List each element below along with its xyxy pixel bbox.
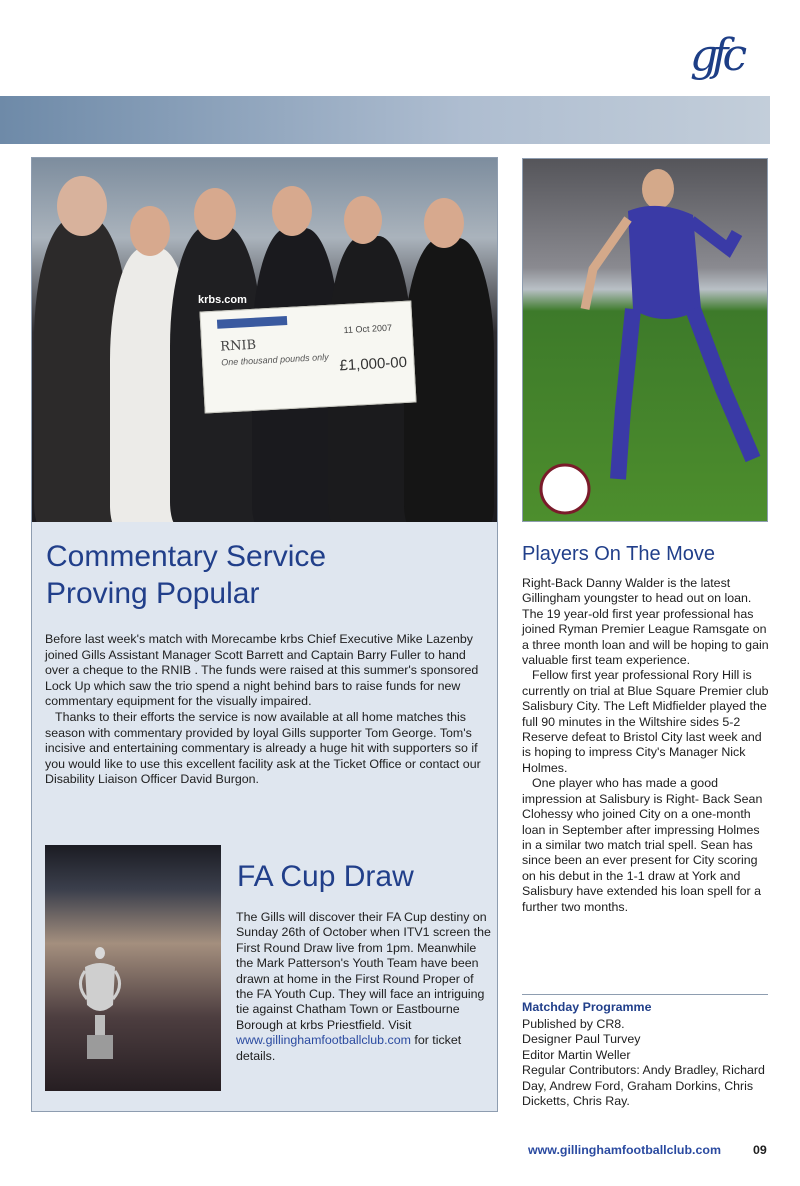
players-body [522, 576, 770, 915]
programme-divider [522, 994, 768, 995]
commentary-headline [46, 538, 486, 612]
commentary-paragraph: Thanks to their efforts the service is now available at all home matches this season with commentary provided by loyal Gills supporter Tom George. Tom's incisive and entertaining commentary is already a huge hit with supporters so if you would like to use this excellent facility ask at the Ticket Office or contact our Disability Liaison Officer David Burgon. [45, 709, 481, 787]
programme-line: Designer Paul Turvey [522, 1032, 641, 1047]
programme-credits [522, 1017, 770, 1109]
commentary-paragraph: Before last week's match with Morecambe krbs Chief Executive Mike Lazenby joined Gills Assistant Manager Scott Barrett and Captain Barry Fuller to hand over a cheque to the RNIB . The funds were raised at this summer's sponsored Lock Up which saw the trio spend a night behind bars to raise funds for new commentary equipment for the visually impaired. [45, 632, 479, 709]
header-band [0, 96, 770, 144]
programme-line: Published by CR8. [522, 1017, 625, 1031]
club-logo [690, 26, 770, 86]
cheque-amount: £1,000-00 [339, 353, 408, 375]
fa-cup-headline: FA Cup Draw [237, 860, 414, 893]
players-paragraph: One player who has made a good impression at Salisbury is Right- Back Sean Clohessy who joined City on a one-month loan in September after impressing Holmes in a similar two match trial spell. Sean has since been an ever present for City scoring on his debut in the 1-1 draw at York and Salisbury have extended his loan spell for a further two months. [522, 776, 763, 914]
shirt-sponsor: krbs.com [198, 294, 247, 306]
trophy-icon [75, 945, 125, 1065]
fa-cup-text: The Gills will discover their FA Cup destiny on Sunday 26th of October when ITV1 screen the First Round Draw live from 1pm. Meanwhile the Mark Patterson's Youth Team have been drawn at home in the First Round Proper of the FA Youth Cup. They will face an intriguing tie against Chatham Town or Eastbourne Borough at krbs Priestfield. Visit [236, 910, 491, 1032]
players-headline: Players On The Move [522, 543, 716, 565]
commentary-body [45, 632, 493, 788]
programme-line: Editor Martin Weller [522, 1047, 631, 1062]
fa-cup-text-end: for ticket details. [236, 1033, 462, 1063]
player-action-photo [522, 158, 768, 522]
page-number: 09 [753, 1143, 767, 1157]
cheque [199, 301, 416, 414]
fa-cup-body [236, 910, 492, 1064]
player-figure-icon [523, 159, 768, 522]
cheque-amount-words: One thousand pounds only [220, 351, 329, 368]
programme-line: Regular Contributors: Andy Bradley, Richard Day, Andrew Ford, Graham Dorkins, Chris Dicketts, Chris Ray. [522, 1063, 765, 1109]
commentary-headline-line1: Commentary Service [46, 540, 327, 573]
commentary-headline-line2: Proving Popular [46, 577, 260, 610]
fa-cup-trophy-photo [45, 845, 221, 1091]
players-paragraph: Right-Back Danny Walder is the latest Gillingham youngster to head out on loan. The 19 year-old first year professional has joined Ryman Premier League Ramsgate on a three month loan and will be hoping to gain valuable first team experience. [522, 576, 769, 668]
footer-website-link[interactable]: www.gillinghamfootballclub.com [528, 1143, 721, 1157]
cheque-date: 11 Oct 2007 [343, 322, 393, 336]
club-website-link[interactable]: www.gillinghamfootballclub.com [236, 1033, 411, 1048]
players-paragraph: Fellow first year professional Rory Hill is currently on trial at Blue Square Premier club Salisbury City. The Left Midfielder played the full 90 minutes in the Wiltshire sides 5-2 Reserve defeat to Bristol City last week and is hoping to impress City's Manager Nick Holmes. [522, 668, 769, 775]
cheque-payee: RNIB [219, 337, 257, 355]
cheque-presentation-photo [32, 158, 497, 522]
club-logo-text: gfc [690, 30, 742, 81]
programme-heading: Matchday Programme [522, 1000, 652, 1014]
